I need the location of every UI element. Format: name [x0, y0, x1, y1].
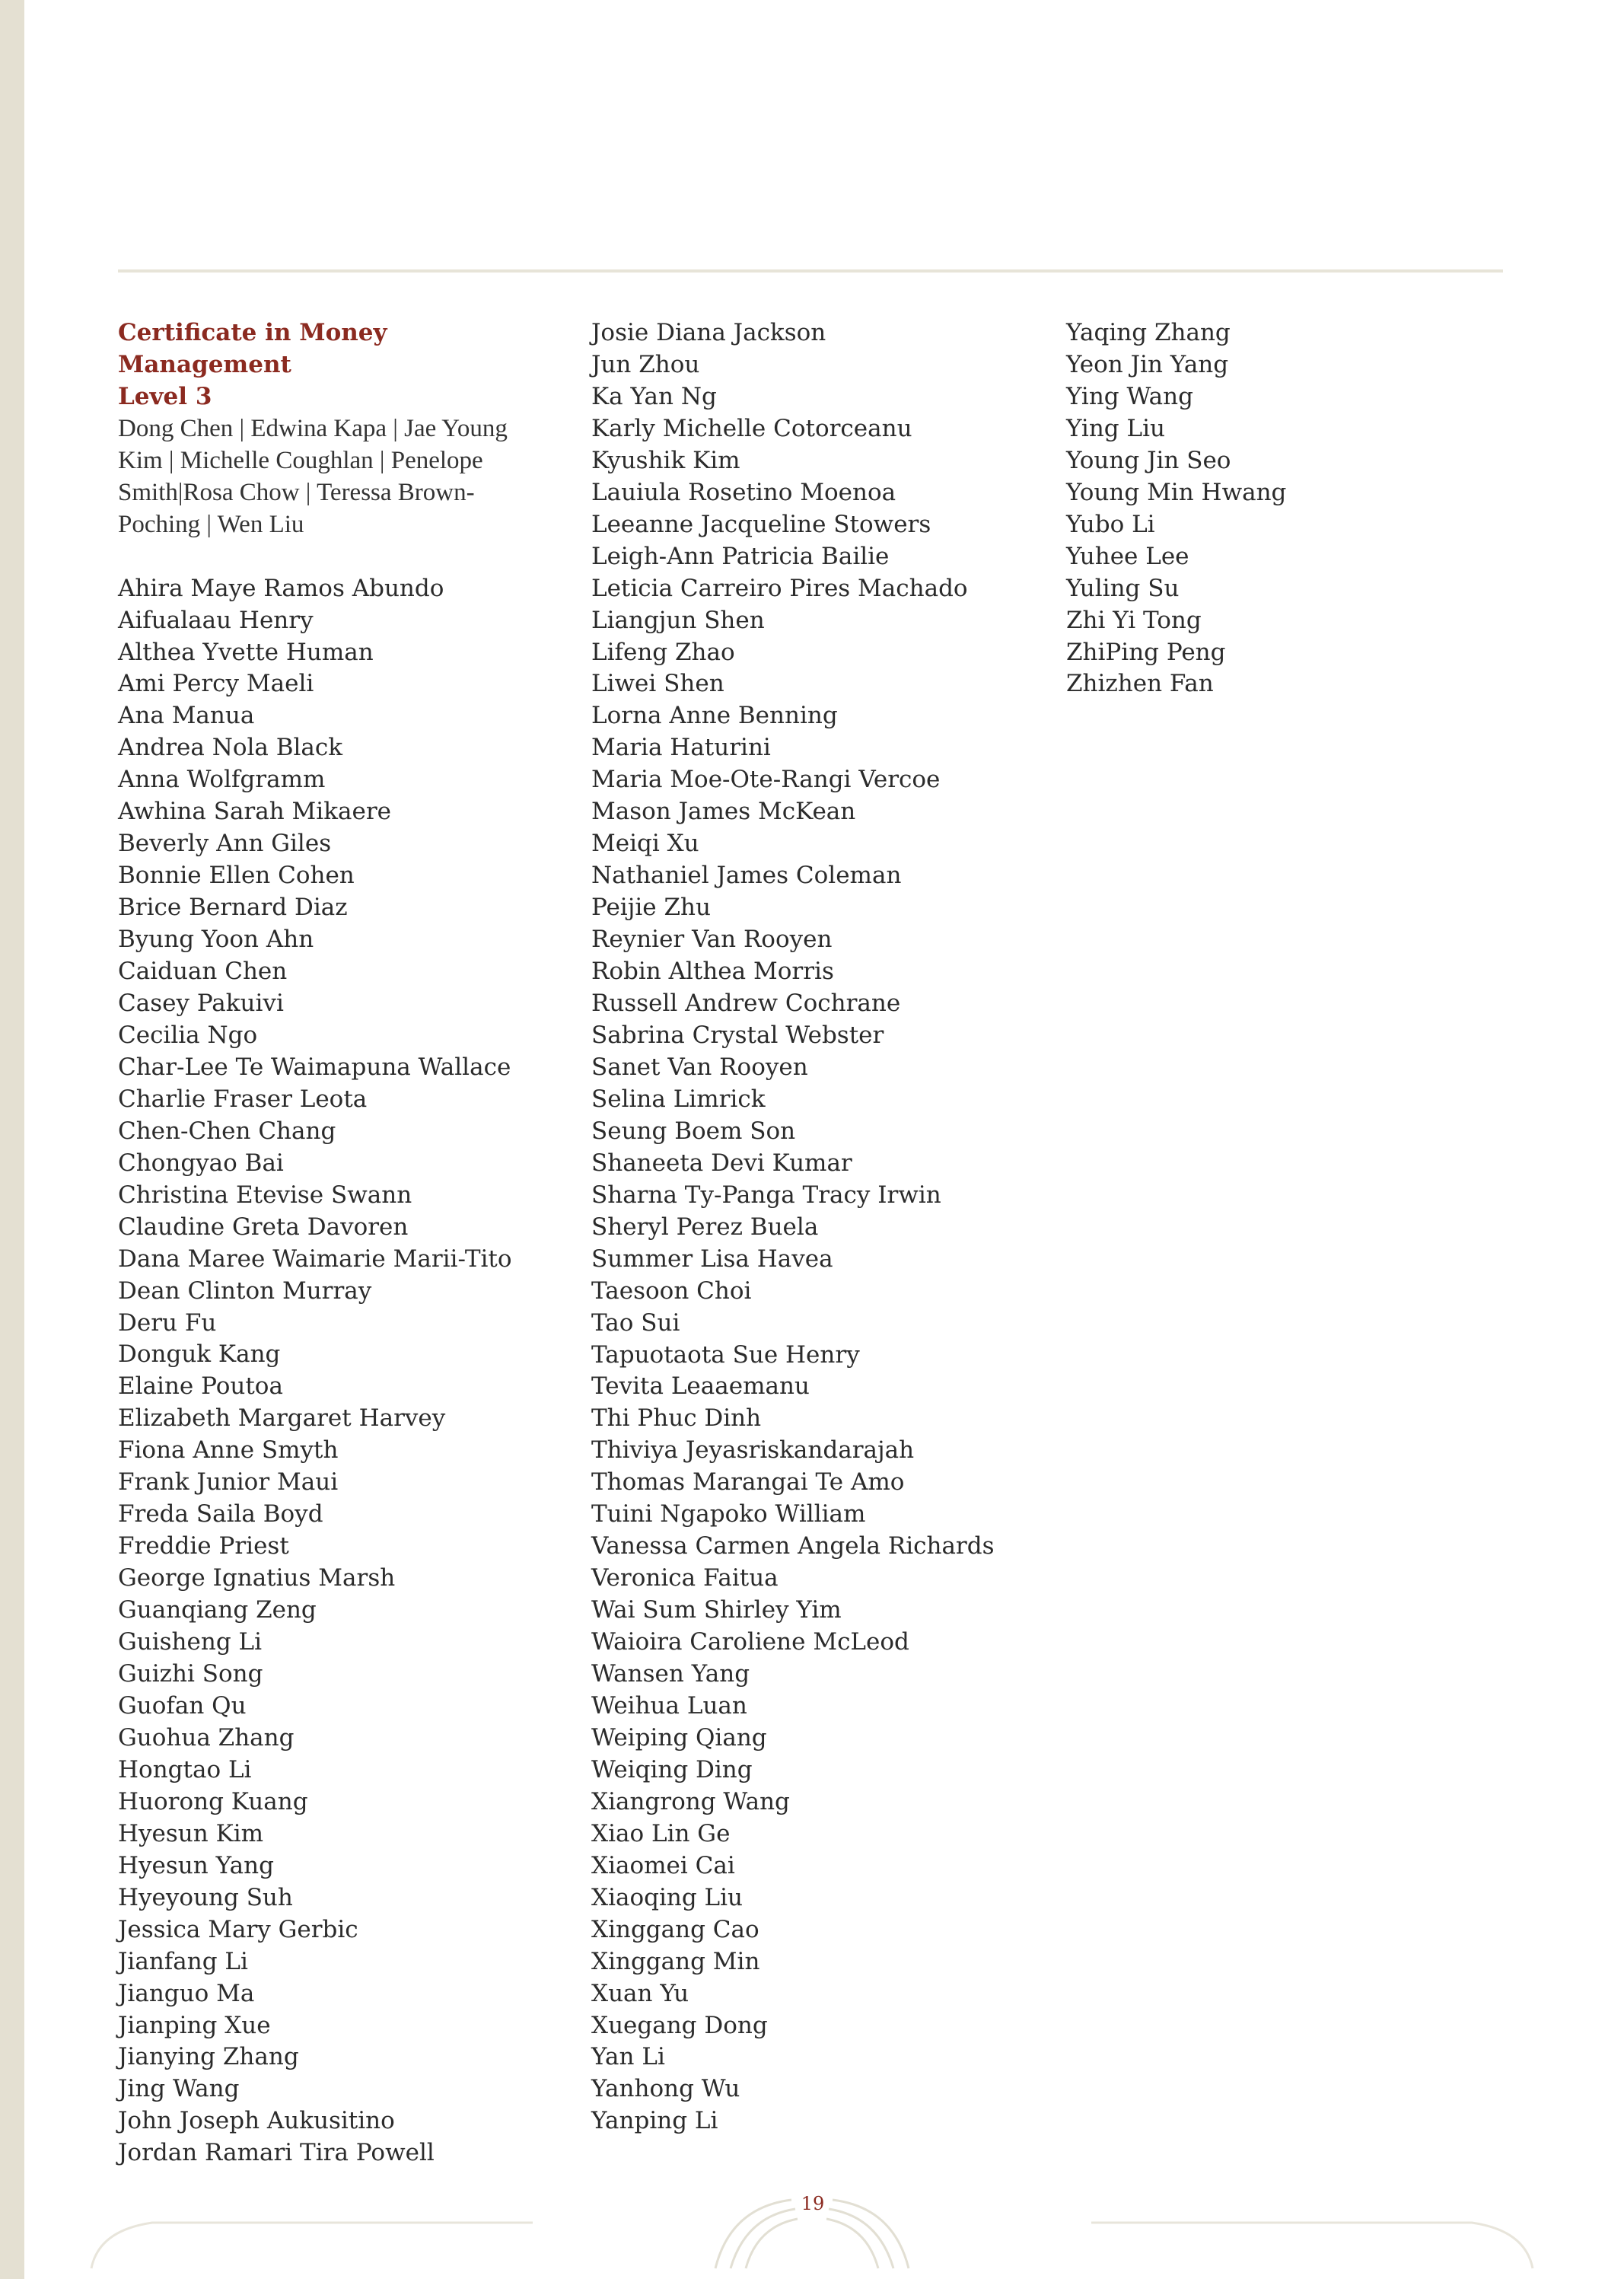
graduate-name: Taesoon Choi [591, 1277, 752, 1305]
graduate-name: Yanping Li [591, 2107, 718, 2135]
graduate-name: Yubo Li [1066, 510, 1155, 538]
graduate-name: Beverly Ann Giles [118, 830, 332, 858]
graduate-name: Yan Li [591, 2043, 665, 2071]
graduate-name: Claudine Greta Davoren [118, 1213, 409, 1241]
graduate-name: Hyesun Yang [118, 1851, 274, 1879]
graduate-name: Lifeng Zhao [591, 638, 735, 666]
page-number: 19 [801, 2193, 825, 2214]
column-3 [1066, 317, 1492, 700]
graduate-name: Ahira Maye Ramos Abundo [118, 574, 444, 602]
graduate-name: Aifualaau Henry [118, 606, 314, 634]
graduate-name: Jianping Xue [118, 2011, 271, 2039]
graduate-name: Brice Bernard Diaz [118, 894, 348, 922]
graduate-name: Jing Wang [118, 2075, 240, 2103]
graduate-name: Robin Althea Morris [591, 958, 834, 986]
graduate-name: Hyeyoung Suh [118, 1883, 293, 1911]
graduate-name: Jianguo Ma [118, 1979, 255, 2007]
graduate-name: Young Jin Seo [1066, 446, 1231, 474]
graduate-name: Selina Limrick [591, 1085, 766, 1113]
graduate-name: John Joseph Aukusitino [118, 2107, 395, 2135]
graduate-name: Guofan Qu [118, 1691, 247, 1720]
graduate-name: Tao Sui [591, 1308, 680, 1337]
graduate-name: Charlie Fraser Leota [118, 1085, 368, 1113]
graduate-name: Vanessa Carmen Angela Richards [591, 1532, 995, 1560]
names-list-col2 [591, 317, 1048, 2137]
graduate-name: Sanet Van Rooyen [591, 1053, 808, 1081]
graduate-name: Summer Lisa Havea [591, 1245, 833, 1273]
graduate-name: Frank Junior Maui [118, 1468, 339, 1496]
graduate-name: Guizhi Song [118, 1660, 263, 1688]
graduate-name: Cecilia Ngo [118, 1021, 258, 1049]
graduate-name: Hyesun Kim [118, 1819, 264, 1847]
graduate-name: Josie Diana Jackson [591, 319, 826, 346]
graduate-name: Tuini Ngapoko William [591, 1500, 866, 1528]
graduate-name: Andrea Nola Black [118, 734, 343, 762]
graduate-name: Russell Andrew Cochrane [591, 990, 901, 1018]
graduate-name: Freddie Priest [118, 1532, 289, 1560]
graduate-name: Huorong Kuang [118, 1787, 308, 1815]
graduate-name: Ying Wang [1066, 382, 1193, 410]
graduate-name: Caiduan Chen [118, 958, 288, 986]
graduate-name: Yaqing Zhang [1066, 319, 1231, 346]
graduate-name: Guisheng Li [118, 1628, 263, 1656]
side-band [0, 0, 24, 2279]
graduate-name: Ana Manua [118, 702, 255, 730]
graduate-name: Xiaoqing Liu [591, 1883, 744, 1911]
graduate-name: Leeanne Jacqueline Stowers [591, 510, 931, 538]
graduate-name: Jordan Ramari Tira Powell [118, 2139, 435, 2167]
graduate-name: Elizabeth Margaret Harvey [118, 1404, 446, 1433]
graduate-name: Awhina Sarah Mikaere [118, 798, 391, 826]
graduate-name: Lorna Anne Benning [591, 702, 838, 730]
column-1 [118, 317, 544, 2169]
graduate-name: Xuegang Dong [591, 2011, 768, 2039]
names-list-col1 [118, 573, 544, 2170]
graduate-name: Christina Etevise Swann [118, 1181, 412, 1209]
graduate-name: Chen-Chen Chang [118, 1117, 336, 1145]
graduate-name: Ying Liu [1066, 414, 1165, 442]
graduate-name: Thiviya Jeyasriskandarajah [591, 1436, 915, 1465]
graduate-name: Seung Boem Son [591, 1117, 796, 1145]
graduate-name: George Ignatius Marsh [118, 1564, 396, 1592]
graduate-name: Guanqiang Zeng [118, 1596, 317, 1624]
graduate-name: Zhi Yi Tong [1066, 606, 1202, 634]
graduate-name: Elaine Poutoa [118, 1372, 283, 1401]
graduate-name: Char-Lee Te Waimapuna Wallace [118, 1053, 511, 1081]
graduate-name: Dana Maree Waimarie Marii-Tito [118, 1245, 512, 1273]
graduate-name: Waioira Caroliene McLeod [591, 1628, 909, 1656]
graduate-name: Young Min Hwang [1066, 478, 1287, 506]
section-heading-level: Level 3 [118, 382, 212, 410]
footer-ornament [0, 2162, 1624, 2279]
graduate-name: Nathaniel James Coleman [591, 862, 902, 890]
graduate-name: Liangjun Shen [591, 606, 765, 634]
graduate-name: Sabrina Crystal Webster [591, 1021, 884, 1049]
graduate-name: Liwei Shen [591, 670, 724, 698]
graduate-name: Xiangrong Wang [591, 1787, 790, 1815]
section-heading-title: Certificate in Money Management [118, 319, 387, 378]
graduate-name: Xinggang Min [591, 1947, 760, 1975]
graduate-name: Yuhee Lee [1066, 542, 1189, 570]
graduate-name: Wai Sum Shirley Yim [591, 1596, 842, 1624]
graduate-name: Maria Haturini [591, 734, 771, 762]
graduate-name: Peijie Zhu [591, 894, 711, 922]
graduate-name: Thomas Marangai Te Amo [591, 1468, 905, 1496]
graduate-name: Tevita Leaaemanu [591, 1372, 810, 1401]
graduate-name: Ami Percy Maeli [118, 670, 314, 698]
column-2 [591, 317, 1048, 2137]
graduate-name: Thi Phuc Dinh [591, 1404, 762, 1433]
graduate-name: Leticia Carreiro Pires Machado [591, 574, 968, 602]
graduate-name: Jianfang Li [118, 1947, 248, 1975]
section-heading [118, 317, 544, 413]
graduate-name: Leigh-Ann Patricia Bailie [591, 542, 890, 570]
graduate-name: Weiqing Ding [591, 1755, 753, 1783]
graduate-name: Fiona Anne Smyth [118, 1436, 339, 1465]
graduate-name: Tapuotaota Sue Henry [591, 1340, 860, 1369]
graduate-name: Freda Saila Boyd [118, 1500, 323, 1528]
graduate-name: Kyushik Kim [591, 446, 740, 474]
graduate-name: Sharna Ty-Panga Tracy Irwin [591, 1181, 941, 1209]
level-graduates: Dong Chen | Edwina Kapa | Jae Young Kim | Michelle Coughlan | Penelope Smith|Rosa Chow | Teressa Brown-Poching | Wen Liu [118, 414, 508, 538]
graduate-name: Wansen Yang [591, 1660, 750, 1688]
graduate-name: Weiping Qiang [591, 1723, 767, 1751]
graduate-name: Bonnie Ellen Cohen [118, 862, 355, 890]
graduate-name: Dean Clinton Murray [118, 1277, 372, 1305]
graduate-name: Althea Yvette Human [118, 638, 374, 666]
graduate-name: Jianying Zhang [118, 2043, 299, 2071]
graduate-name: Jessica Mary Gerbic [118, 1915, 358, 1943]
graduate-name: Veronica Faitua [591, 1564, 779, 1592]
top-divider [118, 269, 1503, 273]
graduate-name: Yanhong Wu [591, 2075, 740, 2103]
graduate-name: Yeon Jin Yang [1066, 350, 1229, 378]
graduate-name: Karly Michelle Cotorceanu [591, 414, 912, 442]
names-list-col3 [1066, 317, 1492, 700]
graduate-name: Byung Yoon Ahn [118, 926, 314, 954]
graduate-name: Weihua Luan [591, 1691, 747, 1720]
graduate-name: Sheryl Perez Buela [591, 1213, 819, 1241]
graduate-name: Xuan Yu [591, 1979, 689, 2007]
graduate-name: Mason James McKean [591, 798, 856, 826]
graduate-name: ZhiPing Peng [1066, 638, 1226, 666]
graduate-name: Lauiula Rosetino Moenoa [591, 478, 896, 506]
graduate-name: Maria Moe-Ote-Rangi Vercoe [591, 766, 941, 794]
graduate-name: Xiao Lin Ge [591, 1819, 731, 1847]
graduate-name: Anna Wolfgramm [118, 766, 326, 794]
graduate-name: Yuling Su [1066, 574, 1180, 602]
graduate-name: Chongyao Bai [118, 1149, 284, 1177]
graduate-name: Jun Zhou [591, 350, 700, 378]
graduate-name: Deru Fu [118, 1308, 217, 1337]
graduate-name: Ka Yan Ng [591, 382, 717, 410]
graduate-name: Guohua Zhang [118, 1723, 295, 1751]
graduate-name: Meiqi Xu [591, 830, 699, 858]
graduate-name: Casey Pakuivi [118, 990, 284, 1017]
graduate-name: Hongtao Li [118, 1755, 252, 1783]
graduate-name: Zhizhen Fan [1066, 670, 1214, 698]
graduate-name: Xiaomei Cai [591, 1851, 735, 1879]
graduate-name: Shaneeta Devi Kumar [591, 1149, 852, 1177]
graduate-name: Xinggang Cao [591, 1915, 759, 1943]
graduate-name: Donguk Kang [118, 1340, 281, 1369]
graduate-name: Reynier Van Rooyen [591, 926, 833, 954]
